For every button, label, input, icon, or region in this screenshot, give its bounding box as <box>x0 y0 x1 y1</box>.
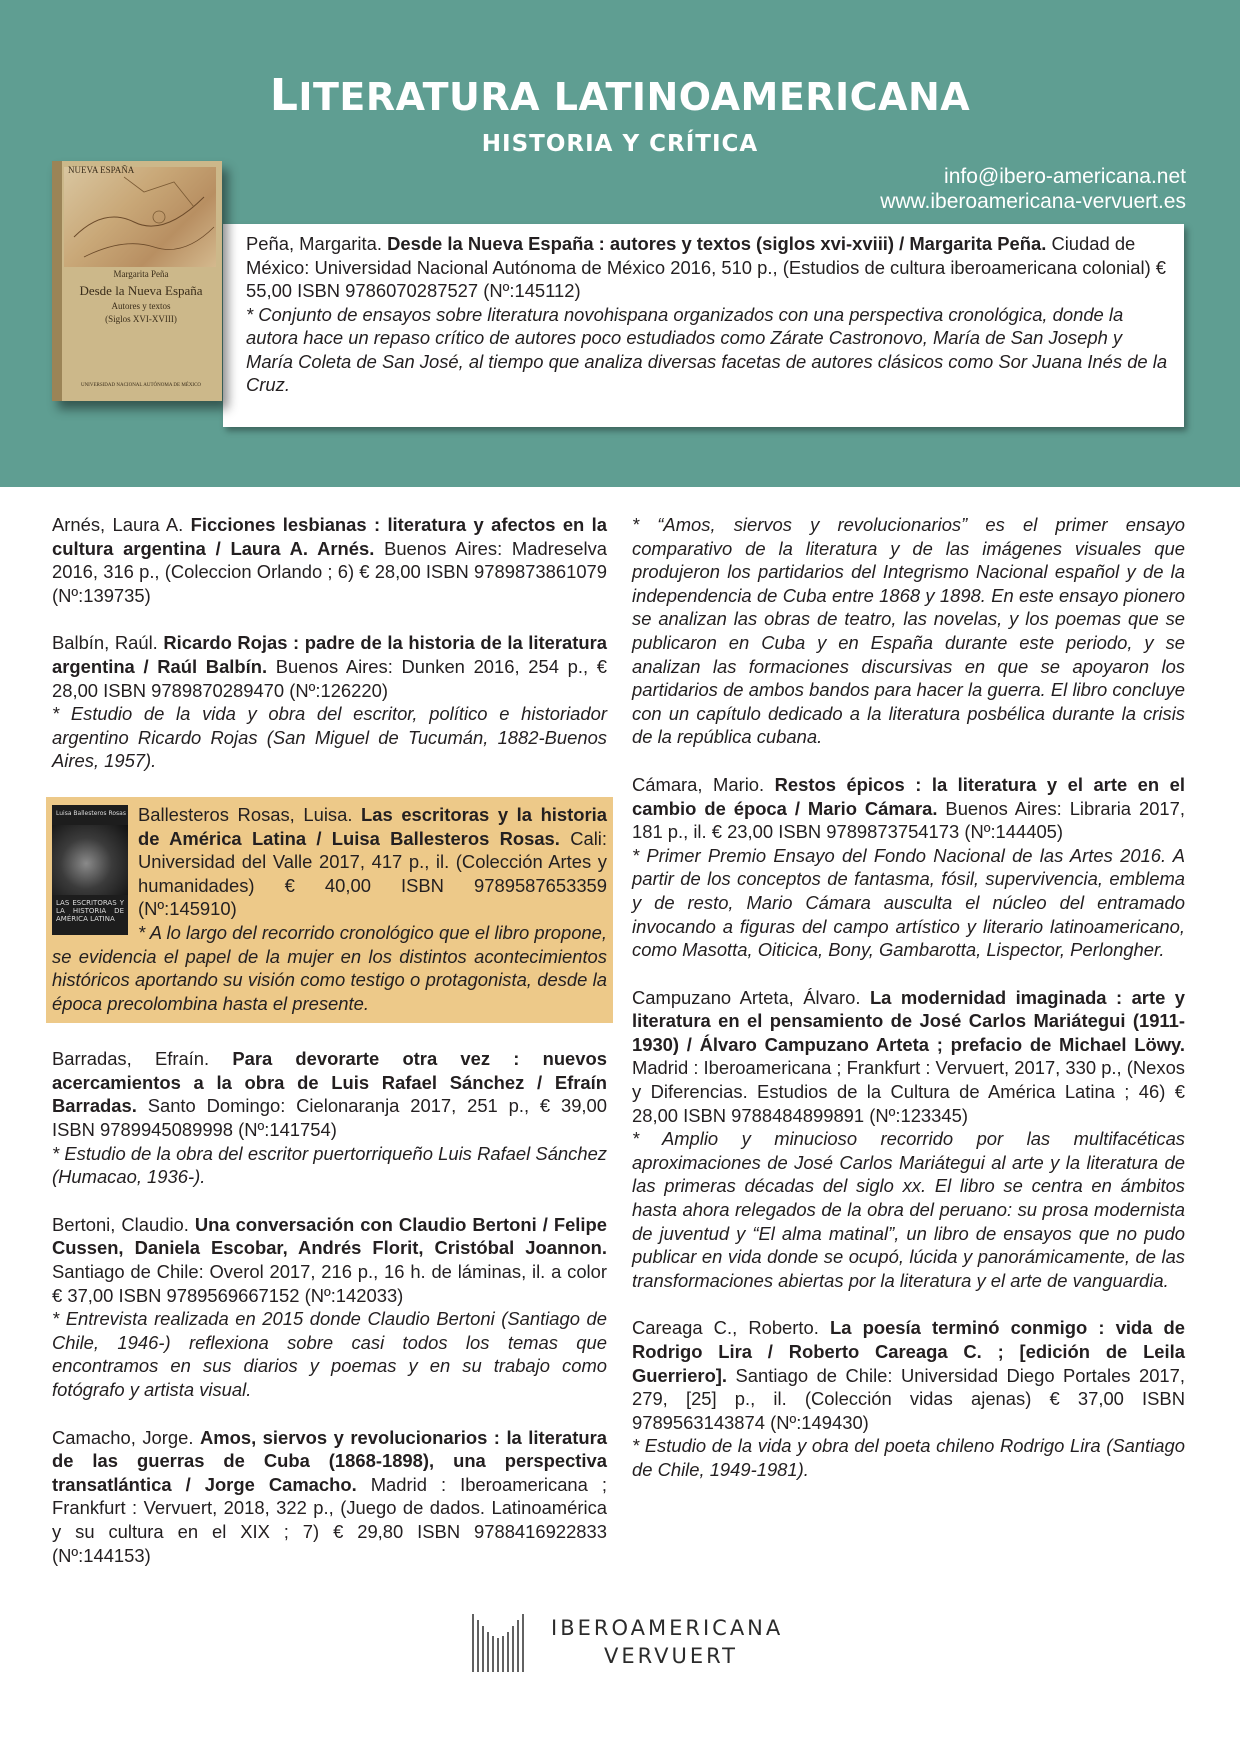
entry-author: Camacho, Jorge. <box>52 1426 200 1448</box>
entry-title: Para devorarte otra vez : nuevos acercamientos a la obra de Luis Rafael Sánchez / Efraín Barradas. <box>52 1048 607 1117</box>
entry-title: Ricardo Rojas : padre de la historia de la literatura argentina / Raúl Balbín. <box>52 632 607 677</box>
page-title: LITERATURA LATINOAMERICANA <box>269 70 971 121</box>
entry-note: * Primer Premio Ensayo del Fondo Nacional de las Artes 2016. A partir de los conceptos de fantasma, fósil, supervivencia, emblema y de resto, Mario Cámara ausculta el núcleo del entramado invocando a figuras del campo artístico y literario latinoamericano, como Masotta, Oiticica, Bony, Gambarotta, Lispector, Perlongher. <box>632 844 1185 961</box>
entry-note: * Estudio de la vida y obra del poeta chileno Rodrigo Lira (Santiago de Chile, 1949-1981). <box>632 1435 1185 1480</box>
catalog-entry-continued <box>632 513 1185 749</box>
logo-bars-icon <box>471 1608 551 1678</box>
entry-title: Restos épicos : la literatura y el arte en el cambio de época / Mario Cámara. <box>632 773 1185 819</box>
catalog-entry <box>52 1047 607 1189</box>
entry-note: * Estudio de la vida y obra del escritor, político e historiador argentino Ricardo Rojas (San Miguel de Tucumán, 1882-Buenos Aires, 1957). <box>52 703 607 772</box>
entry-note: * A lo largo del recorrido cronológico que el libro propone, se evidencia el papel de la mujer en los distintos acontecimientos históricos aportando su visión como testigo o protagonista, desde la época precolombina hasta el presente. <box>52 921 607 1014</box>
entry-details: Madrid : Iberoamericana ; Frankfurt : Vervuert, 2017, 330 p., (Nexos y Diferencias. Estudios de la Cultura de América Latina ; 46) € 28,00 ISBN 9788484899891 (Nº:123345) <box>632 1057 1186 1126</box>
entry-title: La poesía terminó conmigo : vida de Rodrigo Lira / Roberto Careaga C. ; [edición de Leila Guerriero]. <box>632 1317 1185 1386</box>
website-link[interactable]: www.iberoamericana-vervuert.es <box>880 190 1186 213</box>
left-column <box>52 513 607 1591</box>
entry-author: Ballesteros Rosas, Luisa. <box>138 803 362 825</box>
entry-title: Ficciones lesbianas : literatura y afectos en la cultura argentina / Laura A. Arnés. <box>52 514 607 559</box>
catalog-entry <box>52 513 607 607</box>
entry-title: Las escritoras y la historia de América Latina / Luisa Ballesteros Rosas. <box>138 803 607 849</box>
cover-publisher: UNIVERSIDAD NACIONAL AUTÓNOMA DE MÉXICO <box>80 383 202 388</box>
cover-subtitle: Autores y textos <box>111 301 171 311</box>
entry-note: * Amplio y minucioso recorrido por las multifacéticas aproximaciones de José Carlos Mariátegui al arte y la literatura de las primeras décadas del siglo xx. El libro se centra en ámbitos hasta ahora relegados de la obra del peruano: su prosa modernista de juventud y “El alma matinal”, un libro de ensayos que no pudo publicar en vida donde se ocupó, lúcida y panorámicamente, de las transformaciones abiertas por la literatura y el arte de vanguardia. <box>632 1128 1185 1291</box>
catalog-entry <box>52 1213 607 1402</box>
entry-author: Bertoni, Claudio. <box>52 1213 195 1235</box>
featured-entry <box>223 224 1184 427</box>
entry-details: Buenos Aires: Madreselva 2016, 316 p., (Coleccion Orlando ; 6) € 28,00 ISBN 9789873861079 (Nº:139735) <box>52 537 607 606</box>
contact-info <box>880 164 1186 214</box>
entry-note: * Conjunto de ensayos sobre literatura novohispana organizados con una perspectiva cronológica, donde la autora hace un repaso crítico de autores poco estudiados como Zárate Castronovo, María de San Joseph y María Coleta de San José, al tiempo que analiza diversas facetas de autores clásicos como Sor Juana Inés de la Cruz. <box>246 303 1168 395</box>
entry-details: Buenos Aires: Libraria 2017, 181 p., il. € 23,00 ISBN 9789873754173 (Nº:144405) <box>632 797 1185 843</box>
featured-text <box>246 232 1171 397</box>
cover-title: Desde la Nueva España <box>79 283 203 298</box>
entry-author: Campuzano Arteta, Álvaro. <box>632 986 870 1008</box>
entry-details: Madrid : Iberoamericana ; Frankfurt : Vervuert, 2018, 322 p., (Juego de dados. Latinoamérica y su cultura en el XIX ; 7) € 29,80 ISBN 9788416922833 (Nº:144153) <box>52 1473 607 1566</box>
entry-details: Santiago de Chile: Overol 2017, 216 p., 16 h. de láminas, il. a color € 37,00 ISBN 9789569667152 (Nº:142033) <box>52 1261 607 1306</box>
cover-photo <box>52 825 128 895</box>
entry-title: Desde la Nueva España : autores y textos (siglos xvi-xviii) / Margarita Peña. <box>387 233 1047 254</box>
entry-title: Amos, siervos y revolucionarios : la literatura de las guerras de Cuba (1868-1898), una perspectiva transatlántica / Jorge Camacho. <box>52 1426 607 1495</box>
logo-name-line2: VERVUERT <box>604 1644 738 1668</box>
entry-details: Ciudad de México: Universidad Nacional Autónoma de México 2016, 510 p., (Estudios de cultura iberoamericana colonial) € 55,00 ISBN 9786070287527 (Nº:145112) <box>246 233 1167 301</box>
entry-author: Careaga C., Roberto. <box>632 1317 830 1339</box>
entry-title: La modernidad imaginada : arte y literatura en el pensamiento de José Carlos Mariátegui (1911-1930) / Álvaro Campuzano Arteta ; prefacio de Michael Löwy. <box>632 986 1185 1055</box>
page-subtitle: HISTORIA Y CRÍTICA <box>481 131 759 157</box>
right-column <box>632 513 1185 1506</box>
entry-author: Barradas, Efraín. <box>52 1048 233 1070</box>
header-banner <box>0 0 1240 487</box>
cover-centuries: (Siglos XVI-XVIII) <box>105 314 177 324</box>
cover-author: Margarita Peña <box>113 269 169 279</box>
cover-series: NUEVA ESPAÑA <box>68 165 135 175</box>
catalog-entry <box>632 773 1185 962</box>
book-cover-image <box>52 805 128 935</box>
cover-spine <box>52 161 62 401</box>
featured-book-cover <box>52 161 222 401</box>
entry-details: Buenos Aires: Dunken 2016, 254 p., € 28,00 ISBN 9789870289470 (Nº:126220) <box>52 655 608 701</box>
entry-author: Arnés, Laura A. <box>52 514 191 535</box>
entry-note: * Entrevista realizada en 2015 donde Claudio Bertoni (Santiago de Chile, 1946-) reflexiona sobre casi todos los temas que encontramos en sus diarios y poemas y en su trabajo como fotógrafo y artista visual. <box>52 1308 607 1400</box>
catalog-entry <box>632 1316 1185 1481</box>
entry-author: Cámara, Mario. <box>632 773 775 795</box>
cover-author: Luisa Ballesteros Rosas <box>56 809 126 817</box>
publisher-logo <box>471 1608 784 1678</box>
email-link[interactable]: info@ibero-americana.net <box>944 165 1186 188</box>
entry-details: Santo Domingo: Cielonaranja 2017, 251 p., € 39,00 ISBN 9789945089998 (Nº:141754) <box>52 1095 607 1141</box>
highlighted-entry <box>46 797 613 1023</box>
catalog-entry <box>52 1426 607 1568</box>
entry-author: Balbín, Raúl. <box>52 632 164 654</box>
entry-note: * Estudio de la obra del escritor puertorriqueño Luis Rafael Sánchez (Humacao, 1936-). <box>52 1142 607 1188</box>
entry-note: * “Amos, siervos y revolucionarios” es el primer ensayo comparativo de la literatura y de las imágenes visuales que produjeron los partidarios del Integrismo Nacional español y de la independencia de Cuba entre 1868 y 1898. En este ensayo pionero se analizan las obras de teatro, las novelas, y los poemas que se publicaron en Cuba y en España durante este periodo, y se analizan las formaciones discursivas en que se apoyaron los partidarios de ambos bandos para hacer la guerra. El libro concluye con un capítulo dedicado a la literatura posbélica durante la crisis de la república cubana. <box>632 514 1185 748</box>
entry-author: Peña, Margarita. <box>246 233 388 254</box>
entry-details: Cali: Universidad del Valle 2017, 417 p., il. (Colección Artes y humanidades) € 40,00 ISBN 9789587653359 (Nº:145910) <box>138 827 607 920</box>
entry-title: Una conversación con Claudio Bertoni / Felipe Cussen, Daniela Escobar, Andrés Florit, Cristóbal Joannon. <box>52 1213 607 1259</box>
catalog-entry <box>632 986 1185 1293</box>
logo-name-line1: IBEROAMERICANA <box>551 1616 784 1640</box>
cover-title: LAS ESCRITORAS Y LA HISTORIA DE AMÉRICA LATINA <box>56 898 124 923</box>
cover-map-lines <box>64 167 216 267</box>
entry-details: Santiago de Chile: Universidad Diego Portales 2017, 279, [25] p., il. (Colección vidas ajenas) € 37,00 ISBN 9789563143874 (Nº:149430) <box>632 1364 1185 1433</box>
catalog-entry <box>52 631 607 773</box>
